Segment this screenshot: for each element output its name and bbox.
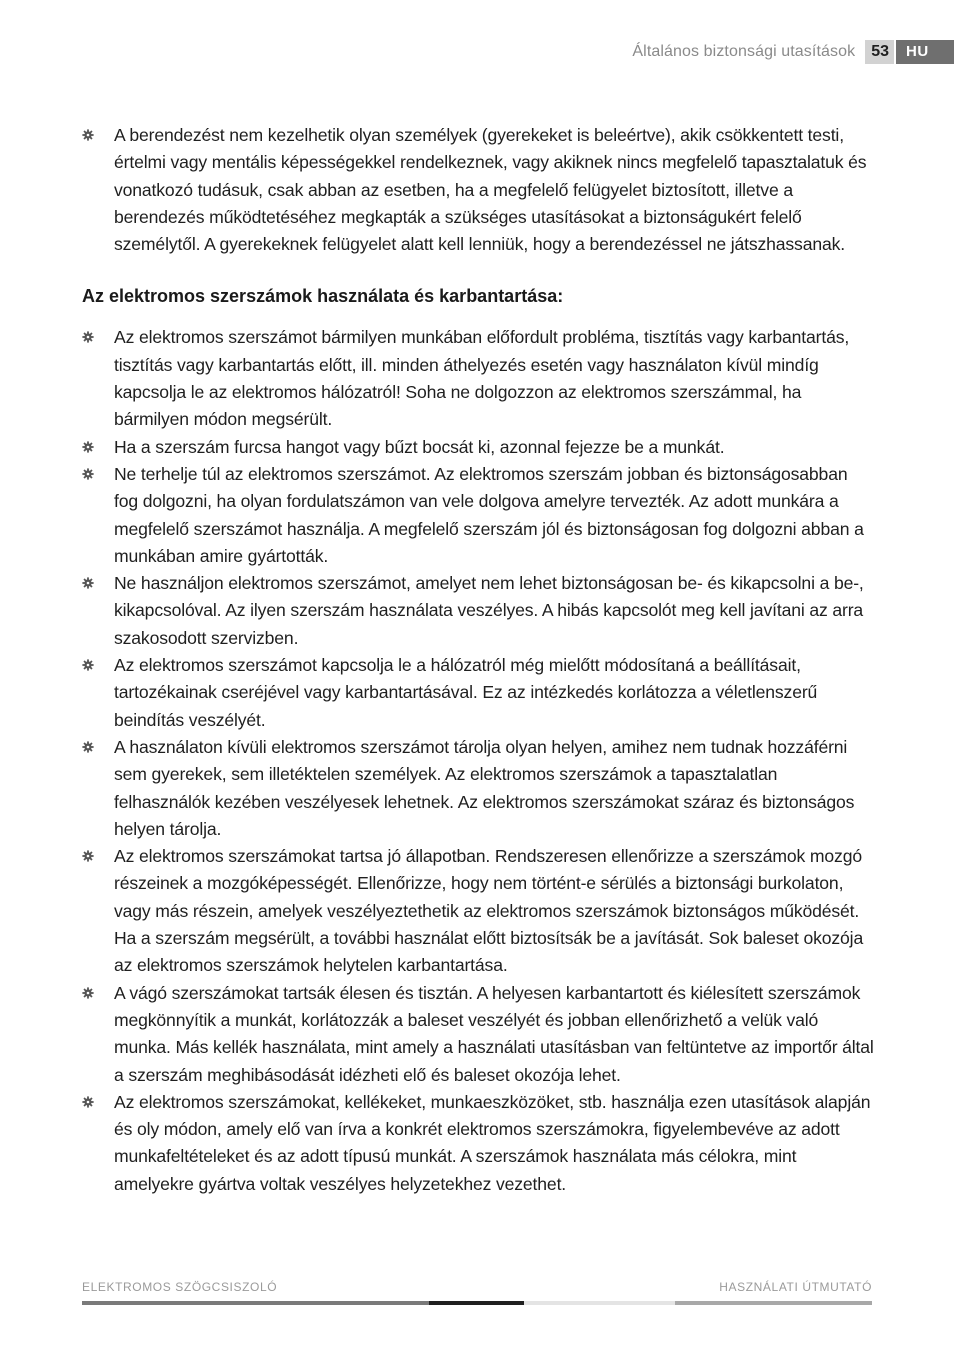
- footer-bar-segment: [675, 1301, 872, 1305]
- page-header: [632, 40, 954, 64]
- list-item: [82, 734, 874, 843]
- safety-list: [82, 324, 874, 1198]
- footer-product-name: ELEKTROMOS SZÖGCSISZOLÓ: [82, 1280, 278, 1294]
- list-item-text: Ne terhelje túl az elektromos szerszámot. Az elektromos szerszám jobban és biztonságosabban fog dolgozni, ha olyan fordulatszámon van vele dolgova amelyre tervezték. Az adott munkára a megfelelő szerszámot használja. A megfelelő szerszám jól és biztonságosan fog dolgozni abban a munkában amire gyártották.: [114, 463, 864, 566]
- list-item-text: A használaton kívüli elektromos szerszámot tárolja olyan helyen, amihez nem tudnak hozzáférni sem gyerekek, sem illetéktelen személyek. Az elektromos szerszámok a tapasztalatlan felhasználók kezében veszélyesek lehetnek. Az elektromos szerszámokat száraz és biztonságos helyen tárolja.: [114, 736, 855, 839]
- list-item-text: Ne használjon elektromos szerszámot, amelyet nem lehet biztonságosan be- és kikapcsolni a be-, kikapcsolóval. Az ilyen szerszám használata veszélyes. A hibás kapcsolót meg kell javítani az arra szakosodott szervizben.: [114, 573, 864, 648]
- page-content: [82, 122, 874, 1198]
- list-item-text: A vágó szerszámokat tartsák élesen és tisztán. A helyesen karbantartott és kiélesített szerszámok megkönnyítik a munkát, korlátozzák a baleset veszélyét és jobban ellenőrizhető a velük való munka. Más kellék használata, mint amely a használati utasításban van feltüntetve az importőr által a szerszám meghibásodását idézheti elő és baleset okozója lehet.: [114, 982, 874, 1085]
- intro-list: [82, 122, 874, 258]
- list-item-text: Az elektromos szerszámokat tartsa jó állapotban. Rendszeresen ellenőrizze a szerszámok mozgó részeinek a mozgóképességét. Ellenőrizze, hogy nem történt-e sérülés a biztonsági burkolaton, vagy más részein, amelyek veszélyeztethetik az elektromos szerszámok biztonságos működését. Ha a szerszám megsérült, a további használat előtt biztosítsák be a javítását. Sok baleset okozója az elektromos szerszámok helytelen karbantartása.: [114, 846, 864, 976]
- list-item: [82, 324, 874, 433]
- list-item: [82, 570, 874, 652]
- list-item-text: Ha a szerszám furcsa hangot vagy bűzt bocsát ki, azonnal fejezze be a munkát.: [114, 436, 725, 457]
- footer-bar-segment: [429, 1301, 524, 1305]
- list-item: [82, 434, 874, 461]
- list-item-text: Az elektromos szerszámokat, kellékeket, munkaeszközöket, stb. használja ezen utasítások alapján és oly módon, amely elő van írva a konkrét elektromos szerszámokra, figyelembevéve az adott munkafeltételeket és az adott típusú munkát. A szerszámok használata más célokra, mint amelyekre gyártva voltak veszélyes helyzetekhez vezethet.: [114, 1091, 871, 1194]
- list-item: [82, 652, 874, 734]
- list-item-text: Az elektromos szerszámot bármilyen munkában előfordult probléma, tisztítás vagy karbantartás, tisztítás vagy karbantartás előtt, ill. minden áthelyezés esetén vagy használaton kívül mindíg kapcsolja le az elektromos hálózatról! Soha ne dolgozzon az elektromos szerszámmal, ha bármilyen módon megsérült.: [114, 327, 850, 430]
- list-item-text: A berendezést nem kezelhetik olyan személyek (gyerekeket is beleértve), akik csökkentett testi, értelmi vagy mentális képességekkel rendelkeznek, vagy akiknek nincs megfelelő tapasztalatuk és vonatkozó tudásuk, csak abban az esetben, ha a megfelelő felügyelet biztosított, illetve a berendezés működtetéséhez megkapták a szükséges utasításokat a biztonságukért felelő személytől. A gyerekeknek felügyelet alatt kell lenniük, hogy a berendezéssel ne játszhassanak.: [114, 125, 867, 255]
- page-number: 53: [865, 40, 894, 64]
- list-item: [82, 843, 874, 979]
- language-badge: HU: [896, 40, 954, 64]
- footer-document-type: HASZNÁLATI ÚTMUTATÓ: [719, 1280, 872, 1294]
- list-item: [82, 122, 874, 258]
- list-item: [82, 980, 874, 1089]
- list-item: [82, 1089, 874, 1198]
- list-item-text: Az elektromos szerszámot kapcsolja le a hálózatról még mielőtt módosítaná a beállításait, tartozékainak cseréjével vagy karbantartásával. Ez az intézkedés korlátozza a véletlenszerű beindítás veszélyét.: [114, 655, 818, 730]
- footer-bar-segment: [524, 1301, 675, 1305]
- section-title: Általános biztonsági utasítások: [632, 43, 856, 60]
- section-heading: Az elektromos szerszámok használata és karbantartása:: [82, 286, 564, 307]
- list-item: [82, 461, 874, 570]
- footer-bar-segment: [82, 1301, 429, 1305]
- footer-bar: [82, 1301, 872, 1305]
